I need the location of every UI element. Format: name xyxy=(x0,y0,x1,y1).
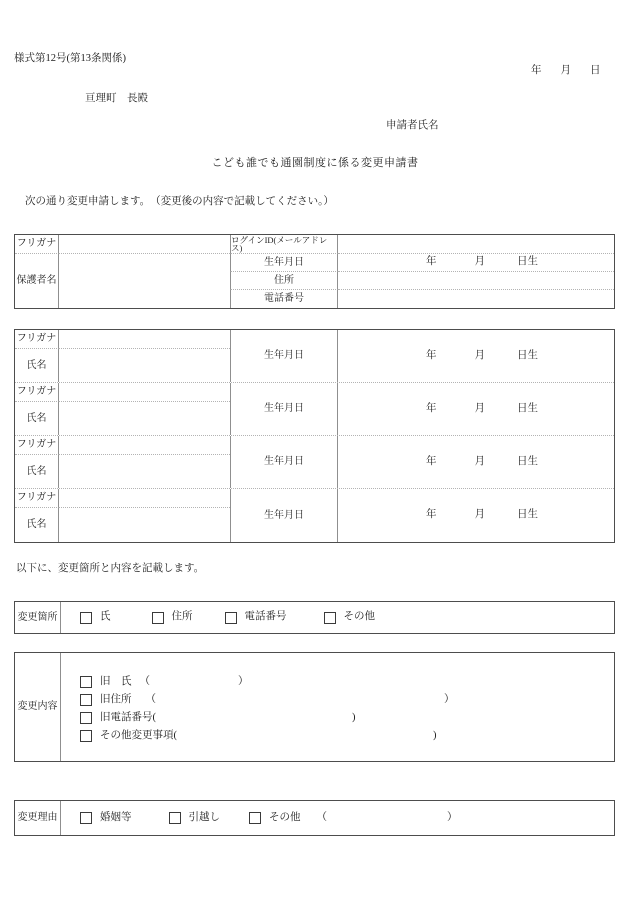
guardian-furigana-input[interactable] xyxy=(59,235,230,254)
option-moving-label: 引越し xyxy=(188,811,220,823)
child-1-furigana-label: フリガナ xyxy=(15,330,59,349)
close-paren: ） xyxy=(447,811,458,823)
date-day-label: 日 xyxy=(590,65,601,76)
child-1-birth-label: 生年月日 xyxy=(230,330,338,382)
child-3-name-label: 氏名 xyxy=(15,455,59,488)
birth-month-label: 月 xyxy=(474,402,485,414)
guardian-furigana-label: フリガナ xyxy=(15,235,59,254)
open-paren: （ xyxy=(316,811,327,823)
option-reason-other-label: その他 xyxy=(269,811,301,823)
birth-year-label: 年 xyxy=(426,509,437,521)
birth-month-label: 月 xyxy=(474,509,485,521)
child-row-1 xyxy=(15,330,614,383)
option-other-label: その他 xyxy=(343,611,375,623)
close-paren: ） xyxy=(444,693,455,705)
guardian-birth-field[interactable] xyxy=(338,254,614,272)
date-line xyxy=(531,66,601,77)
birth-month-label: 月 xyxy=(474,256,485,268)
other-change-label: その他変更事項( xyxy=(100,729,177,741)
option-other xyxy=(324,612,376,624)
option-phone-label: 電話番号 xyxy=(244,611,287,623)
birth-year-label: 年 xyxy=(426,256,437,268)
login-id-label: ログインID(メールアドレス) xyxy=(230,235,338,254)
old-phone-value-field[interactable] xyxy=(156,718,352,719)
child-3-birth-field[interactable] xyxy=(338,436,614,488)
child-2-name-input[interactable] xyxy=(59,402,230,435)
child-1-furigana-input[interactable] xyxy=(59,330,230,349)
date-year-label: 年 xyxy=(531,65,542,76)
child-2-birth-label: 生年月日 xyxy=(230,383,338,435)
checkbox-address[interactable] xyxy=(152,612,164,624)
instruction-text: 次の通り変更申請します。 （変更後の内容で記載してください。） xyxy=(25,196,334,207)
guardian-name-input[interactable] xyxy=(59,254,230,308)
checkbox-name[interactable] xyxy=(80,612,92,624)
old-name-label: 旧 氏 xyxy=(100,675,132,687)
option-name xyxy=(80,612,111,624)
change-reason-table xyxy=(14,800,615,836)
guardian-address-input[interactable] xyxy=(338,272,614,290)
child-row-4 xyxy=(15,489,614,542)
old-phone-row xyxy=(61,709,614,727)
form-number: 様式第12号(第13条関係) xyxy=(14,53,126,64)
child-1-name-input[interactable] xyxy=(59,349,230,382)
checkbox-other[interactable] xyxy=(324,612,336,624)
change-content-table xyxy=(14,652,615,762)
guardian-birth-label: 生年月日 xyxy=(230,254,338,272)
close-paren: ） xyxy=(238,675,249,687)
change-content-body xyxy=(61,653,614,761)
child-2-furigana-label: フリガナ xyxy=(15,383,59,402)
birth-month-label: 月 xyxy=(474,455,485,467)
option-phone xyxy=(225,612,287,624)
section-note: 以下に、変更箇所と内容を記載します。 xyxy=(16,563,205,574)
child-2-birth-field[interactable] xyxy=(338,383,614,435)
addressee: 亘理町 長殿 xyxy=(85,93,148,104)
children-table xyxy=(14,329,615,543)
child-3-name-input[interactable] xyxy=(59,455,230,488)
old-address-row xyxy=(61,691,614,709)
option-marriage-label: 婚姻等 xyxy=(100,811,132,823)
birth-day-label: 日生 xyxy=(517,455,538,467)
guardian-name-label: 保護者名 xyxy=(15,254,59,308)
child-4-name-input[interactable] xyxy=(59,508,230,542)
child-4-furigana-input[interactable] xyxy=(59,489,230,508)
birth-day-label: 日生 xyxy=(517,402,538,414)
child-4-birth-field[interactable] xyxy=(338,489,614,542)
page-title: こども誰でも通園制度に係る変更申請書 xyxy=(211,157,419,169)
birth-day-label: 日生 xyxy=(517,509,538,521)
child-4-furigana-label: フリガナ xyxy=(15,489,59,508)
child-row-3 xyxy=(15,436,614,489)
change-location-label: 変更箇所 xyxy=(15,602,61,633)
checkbox-other-change[interactable] xyxy=(80,730,92,742)
open-paren: （ xyxy=(139,675,150,687)
checkbox-old-phone[interactable] xyxy=(80,712,92,724)
child-3-birth-label: 生年月日 xyxy=(230,436,338,488)
change-location-table xyxy=(14,601,615,634)
old-address-value-field[interactable] xyxy=(156,700,444,701)
checkbox-reason-other[interactable] xyxy=(249,812,261,824)
open-paren: （ xyxy=(145,693,156,705)
close-paren: ) xyxy=(433,729,437,741)
child-4-birth-label: 生年月日 xyxy=(230,489,338,542)
old-name-row xyxy=(61,673,614,691)
option-address-label: 住所 xyxy=(171,611,193,623)
change-content-label: 変更内容 xyxy=(15,653,61,761)
option-marriage xyxy=(80,812,132,824)
birth-year-label: 年 xyxy=(426,402,437,414)
date-month-label: 月 xyxy=(560,65,571,76)
guardian-address-label: 住所 xyxy=(230,272,338,290)
change-reason-options xyxy=(61,801,614,835)
option-address xyxy=(152,612,193,624)
other-change-value-field[interactable] xyxy=(177,736,433,737)
close-paren: ) xyxy=(352,711,356,723)
change-location-options xyxy=(61,602,614,633)
option-name-label: 氏 xyxy=(100,611,111,623)
birth-day-label: 日生 xyxy=(517,349,538,361)
old-address-label: 旧住所 xyxy=(100,693,132,705)
child-2-name-label: 氏名 xyxy=(15,402,59,435)
child-4-name-label: 氏名 xyxy=(15,508,59,542)
birth-year-label: 年 xyxy=(426,349,437,361)
guardian-phone-input[interactable] xyxy=(338,290,614,308)
option-reason-other xyxy=(249,812,301,824)
checkbox-old-address[interactable] xyxy=(80,694,92,706)
other-change-row xyxy=(61,727,614,745)
child-2-furigana-input[interactable] xyxy=(59,383,230,402)
reason-other-value-field[interactable] xyxy=(327,818,447,819)
child-1-birth-field[interactable] xyxy=(338,330,614,382)
option-moving xyxy=(169,812,221,824)
checkbox-phone[interactable] xyxy=(225,612,237,624)
login-id-input[interactable] xyxy=(338,235,614,254)
child-row-2 xyxy=(15,383,614,436)
checkbox-marriage[interactable] xyxy=(80,812,92,824)
old-phone-label: 旧電話番号( xyxy=(100,711,156,723)
checkbox-moving[interactable] xyxy=(169,812,181,824)
checkbox-old-name[interactable] xyxy=(80,676,92,688)
guardian-phone-label: 電話番号 xyxy=(230,290,338,308)
change-reason-label: 変更理由 xyxy=(15,801,61,835)
child-3-furigana-label: フリガナ xyxy=(15,436,59,455)
child-1-name-label: 氏名 xyxy=(15,349,59,382)
child-3-furigana-input[interactable] xyxy=(59,436,230,455)
applicant-name-label: 申請者氏名 xyxy=(386,120,439,131)
birth-day-label: 日生 xyxy=(517,256,538,268)
old-name-value-field[interactable] xyxy=(150,682,238,683)
birth-month-label: 月 xyxy=(474,349,485,361)
guardian-table xyxy=(14,234,615,309)
birth-year-label: 年 xyxy=(426,455,437,467)
